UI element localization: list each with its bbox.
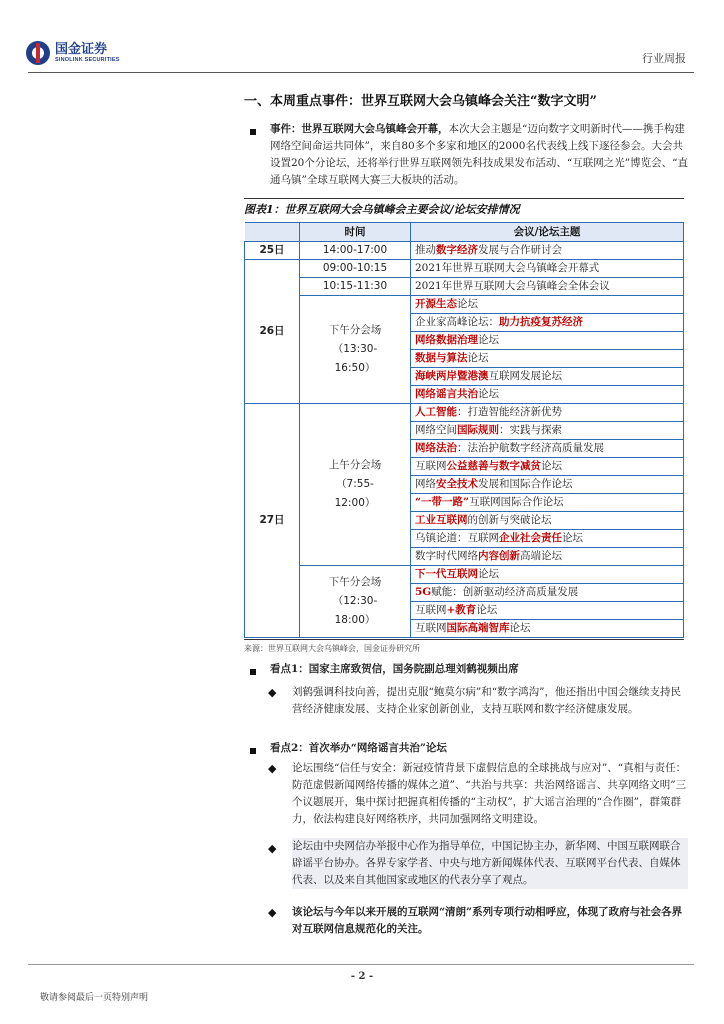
point1-detail: 刘鹤强调科技向善，提出克服“鲍莫尔病”和“数字鸿沟”，他还指出中国会继续支持民营经济健康发展、支持企业家创新创业，支持互联网和数字经济健康发展。 [292, 686, 681, 715]
topic-cell: 人工智能：打造智能经济新优势 [411, 404, 684, 422]
topic-cell: 2021年世界互联网大会乌镇峰会开幕式 [411, 260, 684, 278]
header-divider [28, 72, 694, 73]
topic-cell: 网络空间国际规则：实践与探索 [411, 422, 684, 440]
session-time: （7:55-12:00） [334, 478, 376, 509]
session-26-pm [300, 296, 411, 404]
topic-cell: 5G赋能：创新驱动经济高质量发展 [411, 584, 684, 602]
event-paragraph [270, 121, 688, 189]
table-row [245, 278, 684, 296]
point2-title: 看点2：首次举办“网络谣言共治”论坛 [270, 742, 447, 754]
diamond-bullet-icon: ◆ [268, 762, 277, 775]
figure-top-rule [244, 198, 684, 199]
topic-cell: 工业互联网的创新与突破论坛 [411, 512, 684, 530]
point1-title: 看点1：国家主席致贺信，国务院副总理刘鹤视频出席 [270, 663, 519, 675]
page-number: - 2 - [350, 971, 374, 982]
logo-cn: 国金证券 [55, 41, 108, 57]
topic-cell: 互联网公益慈善与数字减贫论坛 [411, 458, 684, 476]
topic-cell: 网络法治：法治护航数字经济高质量发展 [411, 440, 684, 458]
event-text: 本次大会主题是“迈向数字文明新时代——携手构建网络空间命运共同体”，来自80多个多家和地区的2000名代表线上线下逐径参会。大会共设置20个分论坛，还将举行世界互联网领先科技成果发布活动、“互联网之光”博览会、“直通乌镇”全球互联网大赛三大板块的活动。 [270, 123, 688, 186]
day-26: 26日 [245, 260, 300, 404]
time-cell: 09:00-10:15 [300, 260, 411, 278]
header-time: 时间 [300, 223, 411, 242]
table-header-row [245, 223, 684, 242]
topic-cell: 互联网+教育论坛 [411, 602, 684, 620]
agenda-table [244, 222, 684, 638]
topic-cell: 乌镇论道：互联网企业社会责任论坛 [411, 530, 684, 548]
table-row [245, 260, 684, 278]
topic-cell: 数据与算法论坛 [411, 350, 684, 368]
logo-en: SINOLINK SECURITIES [55, 56, 120, 63]
topic-cell: 网络数据治理论坛 [411, 332, 684, 350]
diamond-bullet-icon: ◆ [268, 842, 277, 855]
topic-cell: 数字时代网络内容创新高端论坛 [411, 548, 684, 566]
topic-cell: 2021年世界互联网大会乌镇峰会全体会议 [411, 278, 684, 296]
square-bullet-icon [250, 748, 256, 754]
session-label: 下午分会场 [328, 324, 382, 336]
session-27-pm [300, 566, 411, 638]
point2-detail-3: 该论坛与今年以来开展的互联网“清朗”系列专项行动相呼应，体现了政府与社会各界对互联网信息规范化的关注。 [292, 906, 683, 935]
footer-divider [28, 964, 694, 965]
section-title: 一、本周重点事件：世界互联网大会乌镇峰会关注“数字文明” [244, 94, 597, 109]
day-27: 27日 [245, 404, 300, 638]
square-bullet-icon [250, 669, 256, 675]
topic-cell: 网络谣言共治论坛 [411, 386, 684, 404]
topic-cell: 下一代互联网论坛 [411, 566, 684, 584]
point2-detail-2: 论坛由中央网信办举报中心作为指导单位，中国记协主办，新华网、中国互联网联合辟谣平台协办。各界专家学者、中央与地方新闻媒体代表、互联网平台代表、自媒体代表、以及来自其他国家或地区的代表分享了观点。 [292, 838, 688, 889]
session-label: 下午分会场 [328, 576, 382, 588]
point2-detail-1: 论坛围绕“信任与安全：新冠疫情背景下虚假信息的全球挑战与应对”、“真相与责任：防范虚假新闻网络传播的媒体之道”、“共治与共享：共治网络谣言、共享网络文明”三个议题展开，集中探讨把握真相传播的“主动权”，扩大谣言治理的“合作圈”，群策群力，依法构建良好网络秩序，共同加强网络文明建设。 [292, 762, 687, 825]
time-cell: 14:00-17:00 [300, 242, 411, 260]
time-cell: 10:15-11:30 [300, 278, 411, 296]
topic-cell: 推动数字经济发展与合作研讨会 [411, 242, 684, 260]
table-row [245, 566, 684, 584]
topic-cell: 企业家高峰论坛：助力抗疫复苏经济 [411, 314, 684, 332]
session-label: 上午分会场 [328, 459, 382, 471]
topic-cell: “一带一路”互联网国际合作论坛 [411, 494, 684, 512]
company-logo [26, 41, 120, 65]
topic-cell: 海峡两岸暨港澳互联网发展论坛 [411, 368, 684, 386]
event-label: 事件：世界互联网大会乌镇峰会开幕， [270, 123, 449, 135]
diamond-bullet-icon: ◆ [268, 686, 277, 699]
session-time: （12:30-18:00） [332, 595, 378, 626]
session-time: （13:30-16:50） [332, 343, 378, 374]
figure-bottom-rule [244, 639, 684, 640]
table-row [245, 296, 684, 314]
figure-source: 来源：世界互联网大会乌镇峰会，国金证券研究所 [244, 644, 420, 653]
header-topic: 会议/论坛主题 [411, 223, 684, 242]
table-row [245, 242, 684, 260]
report-type: 行业周报 [642, 52, 686, 65]
topic-cell: 开源生态论坛 [411, 296, 684, 314]
figure-title: 图表1：世界互联网大会乌镇峰会主要会议/论坛安排情况 [244, 203, 520, 216]
topic-cell: 网络安全技术发展和国际合作论坛 [411, 476, 684, 494]
session-27-am [300, 404, 411, 566]
topic-cell: 互联网国际高端智库论坛 [411, 620, 684, 638]
disclaimer: 敬请参阅最后一页特别声明 [40, 993, 149, 1003]
square-bullet-icon [250, 129, 256, 135]
diamond-bullet-icon: ◆ [268, 906, 277, 919]
table-row [245, 404, 684, 422]
logo-mark-icon [26, 41, 50, 65]
day-25: 25日 [245, 242, 300, 260]
header-blank [245, 223, 300, 242]
